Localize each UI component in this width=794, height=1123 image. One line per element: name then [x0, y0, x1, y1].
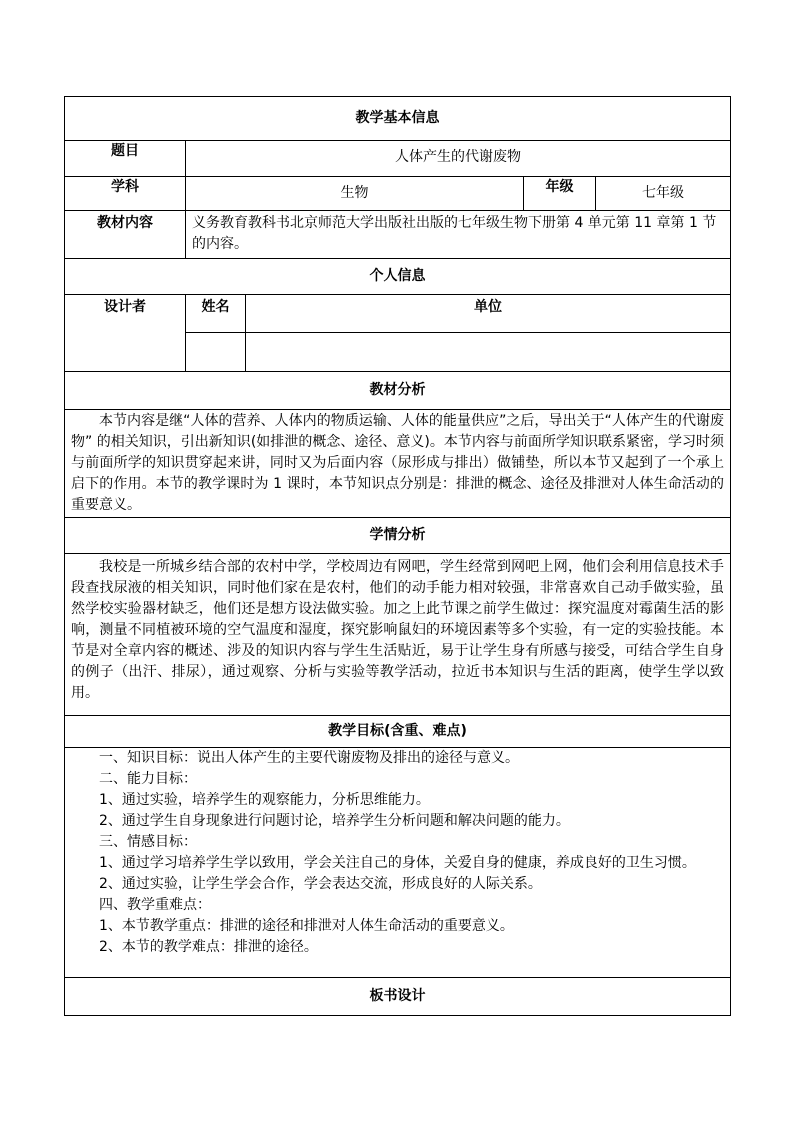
- goal-line: 1、本节教学重点：排泄的途径和排泄对人体生命活动的重要意义。: [99, 918, 514, 934]
- personal-info-heading: 个人信息: [65, 259, 731, 295]
- name-label: 姓名: [186, 295, 246, 333]
- topic-label: 题目: [65, 141, 186, 177]
- goals-content: [65, 748, 731, 978]
- goal-line: 二、能力目标：: [99, 771, 197, 787]
- grade-value: 七年级: [596, 177, 731, 211]
- topic-value: 人体产生的代谢废物: [186, 141, 731, 177]
- grade-label: 年级: [524, 177, 596, 211]
- basic-info-heading: 教学基本信息: [65, 97, 731, 141]
- goal-line: 2、本节的教学难点：排泄的途径。: [99, 939, 318, 955]
- goal-line: 2、通过实验，让学生学会合作，学会表达交流，形成良好的人际关系。: [99, 876, 542, 892]
- material-value: 义务教育教科书北京师范大学出版社出版的七年级生物下册第 4 单元第 11 章第 1 节的内容。: [186, 211, 731, 259]
- material-analysis-heading: 教材分析: [65, 372, 731, 410]
- unit-value: [246, 333, 731, 372]
- student-analysis-heading: 学情分析: [65, 518, 731, 554]
- subject-value: 生物: [186, 177, 524, 211]
- goal-line: 1、通过学习培养学生学以致用，学会关注自己的身体，关爱自身的健康，养成良好的卫生习惯。: [99, 855, 696, 871]
- goal-line: 三、情感目标：: [99, 834, 197, 850]
- material-analysis-text: 本节内容是继“人体的营养、人体内的物质运输、人体的能量供应”之后，导出关于“人体产生的代谢废物” 的相关知识，引出新知识(如排泄的概念、途径、意义)。本节内容与前面所学知识联系紧密，学习时须与前面所学的知识贯穿起来讲，同时又为后面内容（尿形成与排出）做铺垫，所以本节又起到了一个承上启下的作用。本节的教学课时为 1 课时，本节知识点分别是：排泄的概念、途径及排泄对人体生命活动的重要意义。: [65, 410, 731, 518]
- material-label: 教材内容: [65, 211, 186, 259]
- goal-line: 2、通过学生自身现象进行问题讨论，培养学生分析问题和解决问题的能力。: [99, 813, 570, 829]
- board-design-heading: 板书设计: [65, 978, 731, 1016]
- unit-label: 单位: [246, 295, 731, 333]
- goals-heading: 教学目标(含重、难点): [65, 716, 731, 748]
- subject-label: 学科: [65, 177, 186, 211]
- name-value: [186, 333, 246, 372]
- goal-line: 四、教学重难点：: [99, 897, 211, 913]
- lesson-plan-table: [64, 96, 731, 1016]
- student-analysis-text: 我校是一所城乡结合部的农村中学，学校周边有网吧，学生经常到网吧上网，他们会利用信息技术手段查找尿液的相关知识，同时他们家在是农村，他们的动手能力相对较强，非常喜欢自己动手做实验，虽然学校实验器材缺乏，他们还是想方设法做实验。加之上此节课之前学生做过：探究温度对霉菌生活的影响，测量不同植被环境的空气温度和湿度，探究影响鼠妇的环境因素等多个实验，有一定的实验技能。本节是对全章内容的概述、涉及的知识内容与学生生活贴近，易于让学生身有所感与接受，可结合学生自身的例子（出汗、排尿），通过观察、分析与实验等教学活动，拉近书本知识与生活的距离，使学生学以致用。: [65, 554, 731, 716]
- goal-line: 1、通过实验，培养学生的观察能力，分析思维能力。: [99, 792, 430, 808]
- goal-line: 一、知识目标：说出人体产生的主要代谢废物及排出的途径与意义。: [99, 750, 519, 766]
- designer-label: 设计者: [65, 295, 186, 372]
